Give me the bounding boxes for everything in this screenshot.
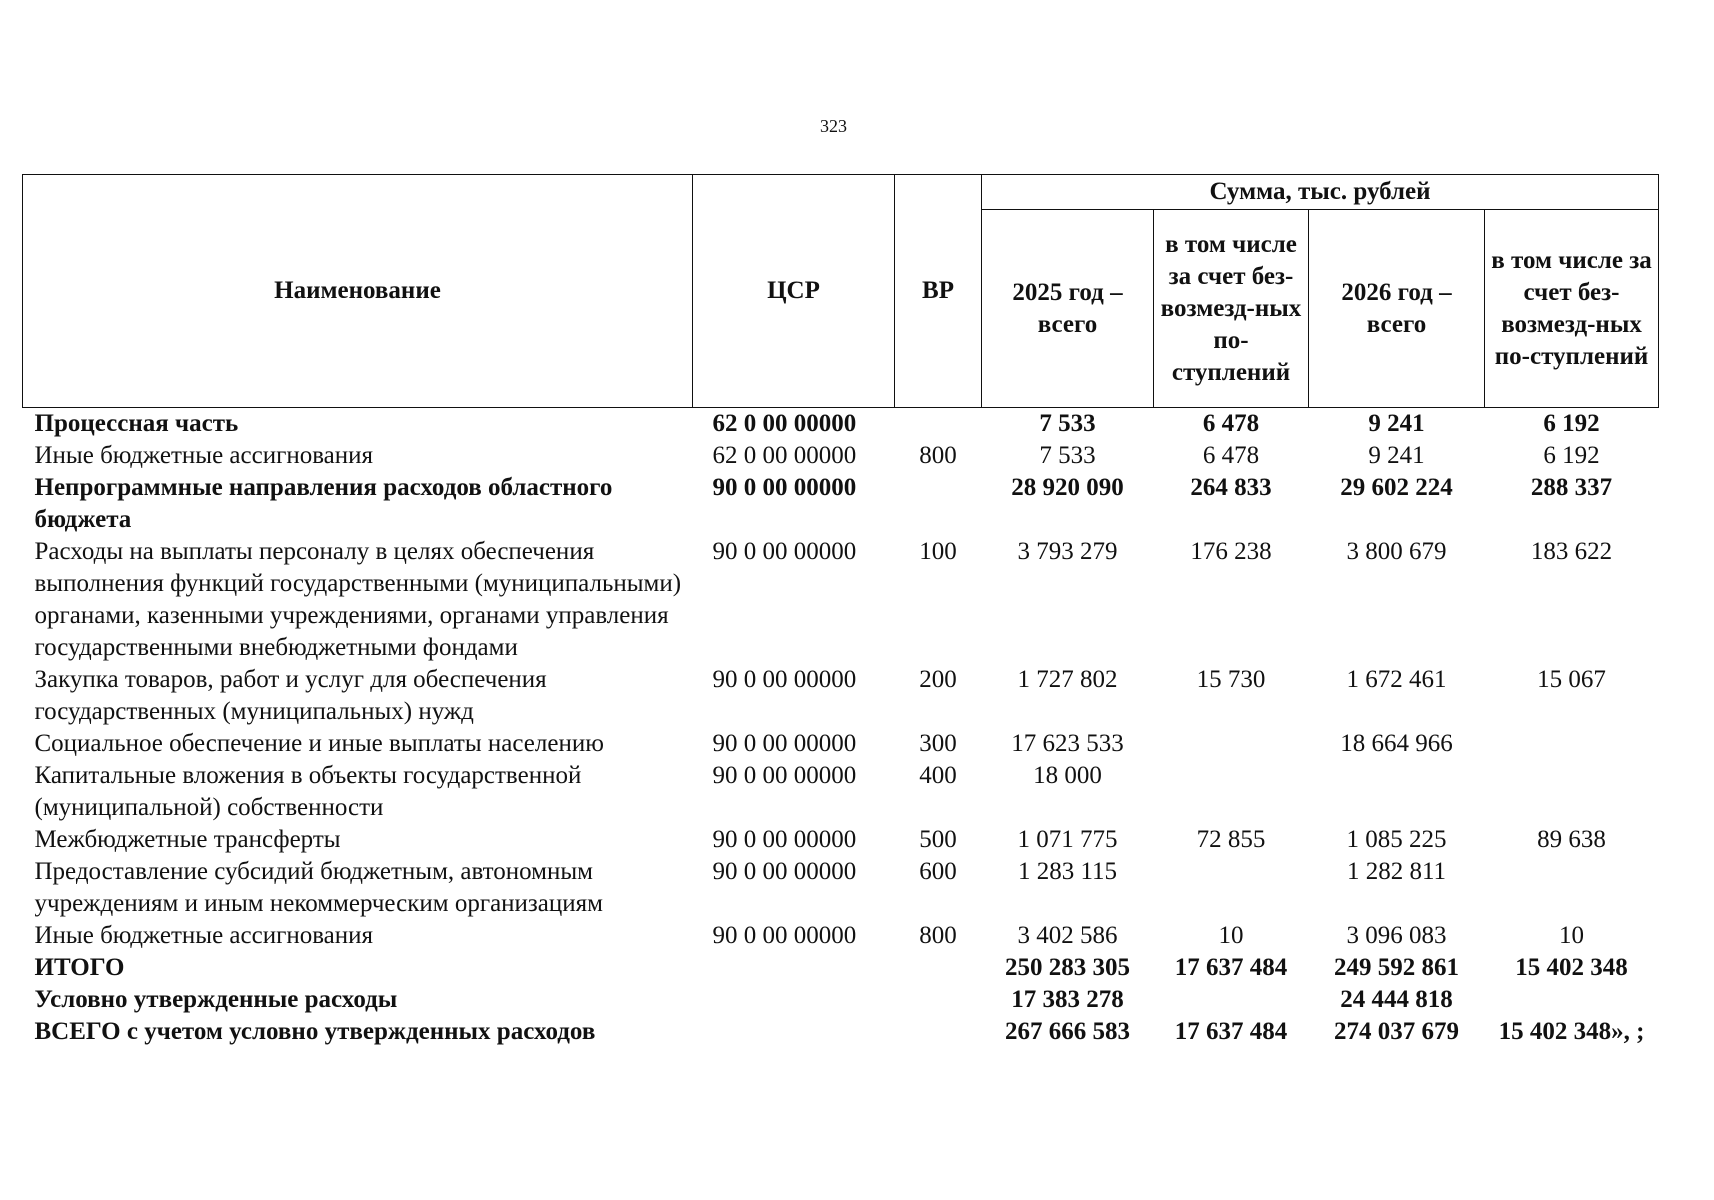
cell-csr: 90 0 00 00000	[712, 858, 857, 885]
cell-2025-total: 18 000	[1033, 762, 1102, 789]
cell-2025-total: 17 383 278	[1011, 986, 1124, 1013]
cell-2026-total: 18 664 966	[1340, 730, 1453, 757]
cell-2025-gratuitous: 176 238	[1190, 538, 1272, 565]
cell-csr: 62 0 00 00000	[712, 442, 857, 469]
table-row	[23, 920, 1659, 952]
cell-2026-gratuitous: 6 192	[1543, 442, 1600, 469]
header-name: Наименование	[23, 175, 693, 408]
cell-vr	[895, 472, 982, 536]
cell-vr: 600	[919, 858, 957, 885]
cell-csr: 90 0 00 00000	[712, 730, 857, 757]
cell-csr	[693, 984, 895, 1016]
cell-2025-gratuitous	[1154, 760, 1309, 824]
cell-csr: 90 0 00 00000	[712, 474, 857, 501]
cell-name: Условно утвержденные расходы	[34, 986, 398, 1013]
cell-2026-gratuitous: 10	[1559, 922, 1585, 949]
cell-2026-total: 249 592 861	[1334, 954, 1459, 981]
cell-2025-total: 250 283 305	[1005, 954, 1130, 981]
cell-name: Иные бюджетные ассигнования	[34, 922, 374, 949]
cell-name: Межбюджетные трансферты	[34, 826, 341, 853]
cell-name: Непрограммные направления расходов областного бюджета	[34, 474, 613, 533]
cell-vr: 800	[919, 922, 957, 949]
cell-name: Иные бюджетные ассигнования	[34, 442, 374, 469]
cell-2025-gratuitous: 264 833	[1190, 474, 1272, 501]
table-row	[23, 856, 1659, 920]
table-row	[23, 472, 1659, 536]
cell-2025-gratuitous: 15 730	[1196, 666, 1266, 693]
cell-2026-gratuitous	[1485, 760, 1659, 824]
cell-2026-gratuitous: 288 337	[1530, 474, 1613, 501]
cell-2025-total: 1 283 115	[1017, 858, 1118, 885]
cell-2026-gratuitous: 15 067	[1537, 666, 1606, 693]
cell-vr	[895, 984, 982, 1016]
cell-csr	[693, 952, 895, 984]
cell-2025-gratuitous	[1154, 856, 1309, 920]
cell-csr: 90 0 00 00000	[712, 826, 857, 853]
table-row	[23, 440, 1659, 472]
cell-vr: 200	[919, 666, 957, 693]
cell-2025-total: 7 533	[1039, 410, 1096, 437]
cell-vr	[895, 952, 982, 984]
cell-2026-gratuitous: 183 622	[1530, 538, 1613, 565]
cell-vr	[895, 1016, 982, 1048]
cell-vr: 100	[919, 538, 957, 565]
cell-2025-total: 3 402 586	[1017, 922, 1118, 949]
header-2025-total: 2025 год – всего	[982, 210, 1154, 408]
cell-2025-gratuitous	[1154, 984, 1309, 1016]
table-row	[23, 664, 1659, 728]
cell-csr	[693, 1016, 895, 1048]
table-row	[23, 1016, 1659, 1048]
header-csr: ЦСР	[693, 175, 895, 408]
cell-2026-total: 1 085 225	[1346, 826, 1447, 853]
cell-2025-gratuitous: 17 637 484	[1174, 954, 1288, 981]
cell-vr: 500	[919, 826, 957, 853]
table-row	[23, 760, 1659, 824]
cell-2025-total: 1 071 775	[1017, 826, 1118, 853]
cell-2025-gratuitous: 72 855	[1196, 826, 1266, 853]
cell-2026-total: 24 444 818	[1340, 986, 1453, 1013]
table-row	[23, 952, 1659, 984]
budget-table	[22, 174, 1659, 1048]
cell-2026-total: 9 241	[1368, 442, 1425, 469]
cell-2026-total: 1 282 811	[1346, 858, 1447, 885]
header-2025-gratuitous: в том числе за счет без-возмезд-ных по-ступлений	[1154, 210, 1309, 408]
cell-2026-total: 274 037 679	[1334, 1018, 1459, 1045]
cell-name: Закупка товаров, работ и услуг для обеспечения государственных (муниципальных) нужд	[34, 666, 547, 725]
cell-2026-total: 9 241	[1368, 410, 1425, 437]
cell-2025-total: 28 920 090	[1011, 474, 1124, 501]
cell-csr: 62 0 00 00000	[712, 410, 857, 437]
table-row	[23, 536, 1659, 664]
cell-2026-total: 3 800 679	[1346, 538, 1447, 565]
cell-2026-gratuitous: 15 402 348», ;	[1498, 1018, 1645, 1045]
cell-name: Предоставление субсидий бюджетным, автономным учреждениям и иным некоммерческим организациям	[34, 858, 603, 917]
cell-2025-gratuitous: 6 478	[1202, 410, 1260, 437]
header-2026-total: 2026 год – всего	[1309, 210, 1485, 408]
cell-2025-total: 17 623 533	[1011, 730, 1124, 757]
table-header	[23, 175, 1659, 408]
header-vr: ВР	[895, 175, 982, 408]
cell-2025-gratuitous: 10	[1218, 922, 1244, 949]
cell-vr: 800	[919, 442, 957, 469]
cell-name: Капитальные вложения в объекты государственной (муниципальной) собственности	[34, 762, 582, 821]
cell-2026-gratuitous: 6 192	[1543, 410, 1600, 437]
cell-csr: 90 0 00 00000	[712, 922, 857, 949]
cell-vr	[895, 408, 982, 441]
cell-2026-gratuitous	[1485, 728, 1659, 760]
page-number: 323	[820, 116, 847, 136]
cell-csr: 90 0 00 00000	[712, 538, 857, 565]
cell-vr: 300	[919, 730, 957, 757]
cell-2026-total: 29 602 224	[1340, 474, 1453, 501]
cell-2026-gratuitous	[1485, 856, 1659, 920]
cell-2025-gratuitous: 17 637 484	[1174, 1018, 1288, 1045]
cell-2025-total: 1 727 802	[1017, 666, 1118, 693]
cell-2026-total	[1309, 760, 1485, 824]
table-row	[23, 984, 1659, 1016]
cell-name: ВСЕГО с учетом условно утвержденных расходов	[34, 1018, 596, 1045]
cell-name: Расходы на выплаты персоналу в целях обеспечения выполнения функций государственными (муниципальными) органами, казенными учреждениями, органами управления государственными внебюджетными фондами	[34, 538, 682, 661]
header-2026-gratuitous: в том числе за счет без-возмезд-ных по-ступлений	[1485, 210, 1659, 408]
table-row	[23, 408, 1659, 441]
cell-2026-gratuitous: 15 402 348	[1515, 954, 1628, 981]
cell-csr: 90 0 00 00000	[712, 666, 857, 693]
cell-2026-gratuitous	[1485, 984, 1659, 1016]
cell-2026-total: 3 096 083	[1346, 922, 1447, 949]
table-row	[23, 728, 1659, 760]
cell-2025-total: 3 793 279	[1017, 538, 1118, 565]
header-sum-group: Сумма, тыс. рублей	[982, 175, 1659, 210]
budget-table-container	[22, 174, 1658, 1048]
cell-csr: 90 0 00 00000	[712, 762, 857, 789]
cell-name: ИТОГО	[34, 954, 125, 981]
cell-vr: 400	[919, 762, 957, 789]
cell-2025-total: 7 533	[1039, 442, 1096, 469]
cell-name: Процессная часть	[34, 410, 239, 437]
cell-2025-gratuitous	[1154, 728, 1309, 760]
table-body	[23, 408, 1659, 1049]
cell-2025-total: 267 666 583	[1005, 1018, 1130, 1045]
table-row	[23, 824, 1659, 856]
cell-2026-total: 1 672 461	[1346, 666, 1447, 693]
cell-2025-gratuitous: 6 478	[1202, 442, 1260, 469]
cell-name: Социальное обеспечение и иные выплаты населению	[34, 730, 604, 757]
cell-2026-gratuitous: 89 638	[1537, 826, 1606, 853]
